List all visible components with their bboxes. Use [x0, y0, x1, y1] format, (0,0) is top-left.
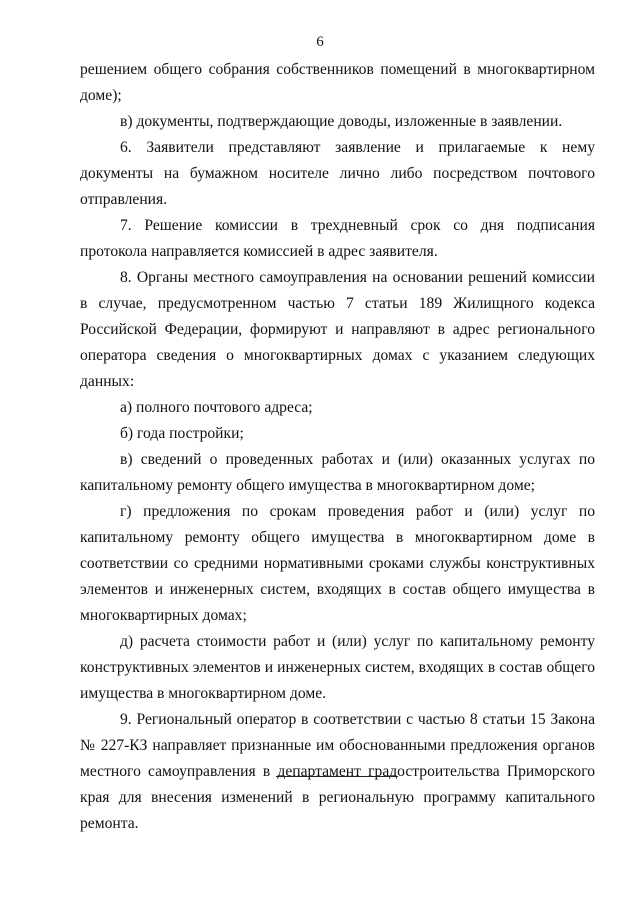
paragraph-continuation: решением общего собрания собственников помещений в многоквартирном доме);: [80, 61, 595, 104]
paragraph: 8. Органы местного самоуправления на основании решений комиссии в случае, предусмотренном частью 7 статьи 189 Жилищного кодекса Российской Федерации, формируют и направляют в адрес регионального оператора сведения о многоквартирных домах с указанием следующих данных:: [80, 269, 595, 390]
document-body: [80, 57, 595, 837]
paragraph: в) документы, подтверждающие доводы, изложенные в заявлении.: [120, 113, 563, 130]
paragraph: г) предложения по срокам проведения работ и (или) услуг по капитальному ремонту общего имущества в многоквартирном доме в соответствии со средними нормативными сроками службы конструктивных элементов и инженерных систем, входящих в состав общего имущества в многоквартирных домах;: [80, 503, 595, 624]
page-number: 6: [316, 34, 324, 50]
paragraph: д) расчета стоимости работ и (или) услуг по капитальному ремонту конструктивных элементов и инженерных систем, входящих в состав общего имущества в многоквартирном доме.: [80, 633, 595, 702]
paragraph: 7. Решение комиссии в трехдневный срок со дня подписания протокола направляется комиссией в адрес заявителя.: [80, 217, 595, 260]
paragraph: 9. Региональный оператор в соответствии с частью 8 статьи 15 Закона № 227-КЗ направляет признанные им обоснованными предложения органов местного самоуправления в департамент градостроительства Приморского края для внесения изменений в региональную программу капитального ремонта.: [80, 711, 595, 832]
end-of-text-rule: [276, 776, 398, 777]
paragraph: в) сведений о проведенных работах и (или) оказанных услугах по капитальному ремонту общего имущества в многоквартирном доме;: [80, 451, 595, 494]
paragraph: а) полного почтового адреса;: [120, 399, 313, 416]
paragraph: б) года постройки;: [120, 425, 244, 442]
paragraph: 6. Заявители представляют заявление и прилагаемые к нему документы на бумажном носителе лично либо посредством почтового отправления.: [80, 139, 595, 208]
